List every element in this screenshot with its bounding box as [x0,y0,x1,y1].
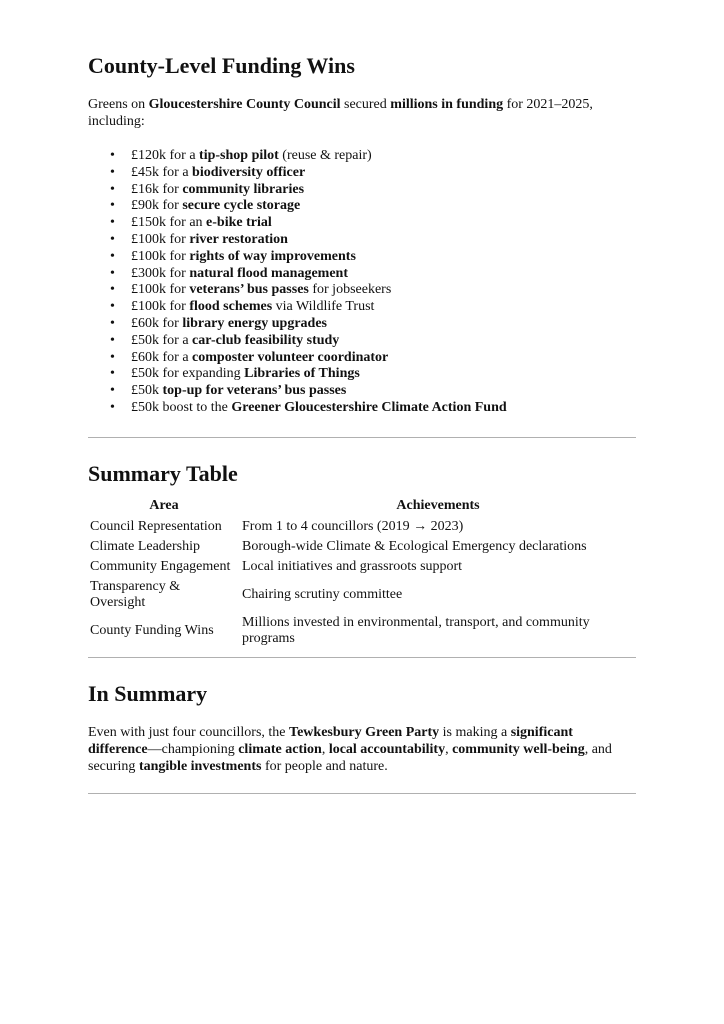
item-text: £16k for [131,181,183,197]
funding-list [88,148,636,417]
cell-area: Climate Leadership [90,538,201,554]
item-text: £100k for [131,231,190,247]
para-text: , and securing [88,741,612,774]
item-bold: composter volunteer coordinator [192,349,389,365]
item-text: £45k for a [131,164,193,180]
item-text: £150k for an [131,215,207,231]
item-text: £300k for [131,265,190,281]
list-item [88,266,636,283]
list-item [88,182,636,199]
item-bold: flood schemes [189,299,273,315]
para-text: for people and nature. [261,758,388,774]
para-bold: climate action [238,741,322,757]
cell-achievement: Local initiatives and grassroots support [242,558,463,574]
summary-paragraph [88,724,636,775]
para-bold: tangible investments [138,758,262,774]
item-bold: rights of way improvements [189,248,356,264]
list-item [88,282,636,299]
bullet-icon: • [110,231,115,247]
list-item [88,165,636,182]
para-bold: significant difference [88,724,573,757]
item-bold: secure cycle storage [182,198,301,214]
funding-intro [88,96,636,130]
section-heading-in-summary: In Summary [88,680,208,706]
intro-text: for 2021–2025, including: [88,97,593,129]
item-bold: top-up for veterans’ bus passes [162,383,347,399]
item-bold: car-club feasibility study [192,332,340,348]
intro-text: secured [340,97,391,112]
item-bold: veterans’ bus passes [189,282,309,298]
item-text: via Wildlife Trust [272,299,375,315]
summary-table [88,498,636,649]
item-text: £60k for a [131,349,193,365]
list-item [88,316,636,333]
bullet-icon: • [110,366,115,382]
bullet-icon: • [110,198,115,214]
item-text: (reuse & repair) [278,148,372,163]
item-text: £100k for [131,299,190,315]
item-bold: natural flood management [189,265,348,281]
para-text: , [321,741,329,757]
bullet-icon: • [110,315,115,331]
cell-achievement: Borough-wide Climate & Ecological Emergency declarations [242,538,587,554]
cell-area: Council Representation [90,518,222,534]
item-text: £50k [131,383,163,399]
list-item [88,366,636,383]
list-item [88,232,636,249]
list-item [88,215,636,232]
bullet-icon: • [110,265,115,281]
intro-text: Greens on [88,97,149,112]
section-divider [88,657,636,658]
section-heading-summary-table: Summary Table [88,460,238,486]
item-bold: community libraries [182,181,305,197]
item-bold: Libraries of Things [244,366,360,382]
bullet-icon: • [110,282,115,298]
bullet-icon: • [110,181,115,197]
table-row [88,613,636,649]
bullet-icon: • [110,148,115,163]
item-text: £100k for [131,248,190,264]
cell-achievement: Millions invested in environmental, transport, and community programs [242,614,590,646]
section-heading-funding: County-Level Funding Wins [88,53,355,78]
table-row [88,517,636,537]
column-header-area: Area [149,497,179,513]
para-bold: local accountability [328,741,446,757]
cell-area: Transparency & Oversight [90,578,181,610]
bullet-icon: • [110,299,115,315]
list-item [88,333,636,350]
table-row [88,557,636,577]
item-bold: biodiversity officer [192,164,306,180]
item-text: £50k for a [131,332,193,348]
bullet-icon: • [110,164,115,180]
bullet-icon: • [110,215,115,231]
para-text: Even with just four councillors, the [88,724,290,740]
item-text: £100k for [131,282,190,298]
list-item [88,198,636,215]
section-divider [88,437,636,438]
para-text: —championing [147,741,239,757]
cell-achievement: Chairing scrutiny committee [242,586,403,602]
item-text: £50k boost to the [131,399,232,415]
item-bold: tip-shop pilot [199,148,279,163]
para-text: , [445,741,453,757]
cell-area: County Funding Wins [90,622,214,638]
intro-bold: millions in funding [390,97,504,112]
list-item [88,299,636,316]
item-bold: e-bike trial [206,215,272,231]
item-text: £50k for expanding [131,366,245,382]
column-header-achievements: Achievements [396,497,480,513]
item-text: £120k for a [131,148,200,163]
list-item [88,383,636,400]
cell-area: Community Engagement [90,558,231,574]
list-item [88,148,636,165]
list-item [88,249,636,266]
bullet-icon: • [110,332,115,348]
para-text: is making a [439,724,511,740]
list-item [88,350,636,367]
document-content [88,52,636,794]
para-bold: Tewkesbury Green Party [289,724,440,740]
bullet-icon: • [110,248,115,264]
section-divider [88,793,636,794]
table-row [88,537,636,557]
list-item [88,400,636,417]
item-bold: Greener Gloucestershire Climate Action Fund [231,399,507,415]
cell-achievement: From 1 to 4 councillors (2019 → 2023) [242,518,464,534]
table-header-row [88,498,636,517]
table-row [88,577,636,613]
item-text: £60k for [131,315,183,331]
item-text: £90k for [131,198,183,214]
para-bold: community well-being [452,741,585,757]
item-bold: river restoration [189,231,288,247]
item-text: for jobseekers [308,282,392,298]
bullet-icon: • [110,383,115,399]
bullet-icon: • [110,399,115,415]
item-bold: library energy upgrades [182,315,327,331]
bullet-icon: • [110,349,115,365]
intro-bold: Gloucestershire County Council [148,97,341,112]
